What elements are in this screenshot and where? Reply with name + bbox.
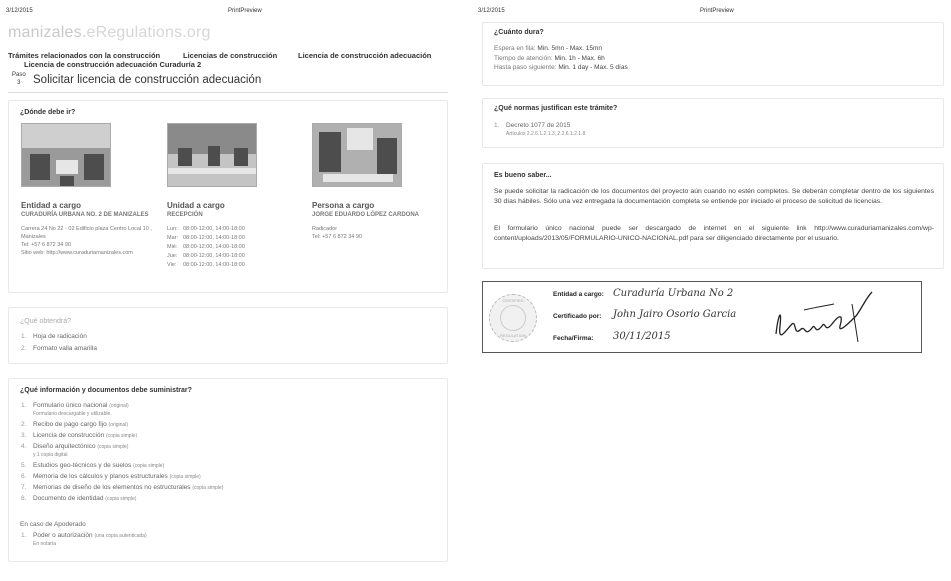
person-details: [312, 225, 448, 241]
print-title: PrintPreview: [700, 8, 734, 14]
duration-section: [482, 22, 944, 86]
unit-name: RECEPCIÓN: [167, 212, 203, 218]
unit-photo: [167, 123, 257, 187]
list-item: 1. Hoja de radicación: [21, 333, 87, 340]
entity-column: [21, 123, 157, 257]
documents-section: [8, 378, 448, 562]
entity-website[interactable]: Sitio web: http://www.curaduriamanizales.com: [21, 250, 133, 256]
obtain-section: [8, 307, 448, 364]
step-label: Paso: [12, 72, 26, 78]
page-title: Solicitar licencia de construcción adecuación: [33, 74, 262, 86]
date-label: Fecha/Firma:: [553, 335, 594, 342]
hours-row: Jue: 08:00-12:00, 14:00-18:00: [167, 253, 245, 259]
certified-label: Certificado por:: [553, 313, 602, 320]
breadcrumb-item[interactable]: Licencias de construcción: [183, 51, 278, 60]
entity-title: Entidad a cargo: [21, 201, 82, 210]
breadcrumb-item[interactable]: Licencia de construcción adecuación Curaduría 2: [24, 60, 202, 69]
person-title: Persona a cargo: [312, 201, 375, 210]
list-item: 2. Recibo de pago cargo fijo (original): [21, 421, 128, 428]
documents-list: [21, 402, 223, 506]
hours-row: Lun: 08:00-12:00, 14:00-18:00: [167, 226, 245, 232]
good-to-know-section: [482, 163, 944, 269]
print-title: PrintPreview: [228, 8, 262, 14]
person-photo: [312, 123, 402, 187]
entity-photo: [21, 123, 111, 187]
list-item: 6. Memoria de los cálculos y planos estructurales (copia simple): [21, 473, 201, 480]
signature-icon: [768, 286, 888, 352]
duration-rows: [494, 44, 628, 73]
unit-title: Unidad a cargo: [167, 201, 225, 210]
list-item: 3. Licencia de construcción (copia simple): [21, 432, 138, 439]
print-date: 3/12/2015: [6, 8, 33, 14]
breadcrumb-item[interactable]: Trámites relacionados con la construcción: [8, 51, 161, 60]
list-item: 7. Memorias de diseño de los elementos no estructurales (copia simple): [21, 484, 224, 491]
entity-name: CURADURÍA URBANA NO. 2 DE MANIZALES: [21, 212, 149, 218]
certified-value: John Jairo Osorio Garcia: [613, 309, 737, 320]
site-logo[interactable]: [8, 24, 211, 42]
list-item: 1. Formulario único nacional (original) Formulario descargable y utilizable.: [21, 402, 129, 417]
list-item: 8. Documento de identidad (copia simple): [21, 495, 137, 502]
right-page: [474, 0, 951, 581]
logo-sub: eRegulations.org: [86, 24, 211, 41]
opening-hours: [167, 225, 303, 270]
print-date: 3/12/2015: [478, 8, 505, 14]
duration-row: Hasta paso siguiente: Min. 1 day - Max. 5 días: [494, 64, 628, 71]
entity-phone: Tel: +57 6 872 34 90: [21, 242, 71, 248]
hours-row: Vie: 08:00-12:00, 14:00-18:00: [167, 262, 245, 268]
norms-section: [482, 98, 944, 148]
section-heading: ¿Cuánto dura?: [494, 29, 544, 36]
entity-address: Carrera 24 No 22 - 02 Edificio plaza Centro Local 10 , Manizales Tel: +57 6 872 34 90 Sitio web: http://www.curaduriamanizales.com: [21, 225, 157, 257]
duration-row: Espera en fila: Min. 5mn - Max. 15mn: [494, 45, 603, 52]
step-number: 3: [17, 80, 21, 86]
person-name: JORGE EDUARDO LÓPEZ CARDONA: [312, 212, 420, 218]
section-heading: Es bueno saber...: [494, 172, 552, 179]
section-heading: ¿Qué información y documentos debe suministrar?: [20, 387, 192, 394]
title-divider: [8, 92, 448, 93]
section-heading: ¿Qué normas justifican este trámite?: [494, 105, 618, 112]
section-heading: ¿Qué obtendrá?: [20, 318, 71, 325]
logo-main: manizales.: [8, 24, 87, 41]
hours-row: Mié: 08:00-12:00, 14:00-18:00: [167, 244, 245, 250]
list-item: 5. Estudios geo-técnicos y de suelos (copia simple): [21, 462, 165, 469]
duration-row: Tiempo de atención: Min. 1h - Max. 6h: [494, 54, 605, 62]
proxy-heading: En caso de Apoderado: [20, 521, 86, 528]
person-phone: Tel: +57 6 872 34 90: [312, 234, 362, 240]
obtain-list: [21, 333, 97, 357]
good-to-know-paragraph: Se puede solicitar la radicación de los documentos del proyecto aún cuando no estén completos. Se deberán completar dentro de los siguientes 30 días hábiles. Sólo una vez entregada la documentación completa se entiende por iniciado el proceso de solicitud de licencias.: [494, 188, 934, 205]
list-item: 1. Poder o autorización (una copia autenticada) En notaría: [21, 532, 147, 547]
certification-stamp: [482, 281, 922, 353]
proxy-list: [21, 532, 147, 551]
where-section: [8, 100, 448, 293]
unit-column: [167, 123, 303, 270]
date-value: 30/11/2015: [613, 331, 671, 342]
good-to-know-paragraph: El formulario único nacional puede ser descargado de internet en el siguiente link http://www.curaduriamanizales.com/wp-content/uploads/2013/05/FORMULARIO-UNICO-NACIONAL.pdf para ser diligenciado directamente por el usuario.: [494, 225, 934, 242]
left-page: [0, 0, 470, 581]
breadcrumb-item[interactable]: Licencia de construcción adecuación: [298, 51, 432, 60]
list-item: 4. Diseño arquitectónico (copia simple) y 1 copia digital: [21, 443, 129, 458]
entity-value: Curaduría Urbana No 2: [613, 288, 734, 299]
list-item: 1. Decreto 1077 de 2015 Artículos 2.2.6.1.2.1.3; 2.2.6.1.2.1.8: [494, 122, 586, 137]
person-role: Radicador: [312, 226, 338, 232]
person-column: [312, 123, 448, 241]
seal-icon: CERTIFIED REGULATION: [489, 294, 537, 342]
entity-label: Entidad a cargo:: [553, 291, 604, 298]
norms-list: [494, 122, 585, 138]
hours-row: Mar: 08:00-12:00, 14:00-18:00: [167, 235, 245, 241]
step-indicator: [12, 71, 26, 87]
section-heading: ¿Dónde debe ir?: [20, 109, 76, 116]
list-item: 2. Formato valla amarilla: [21, 345, 97, 352]
